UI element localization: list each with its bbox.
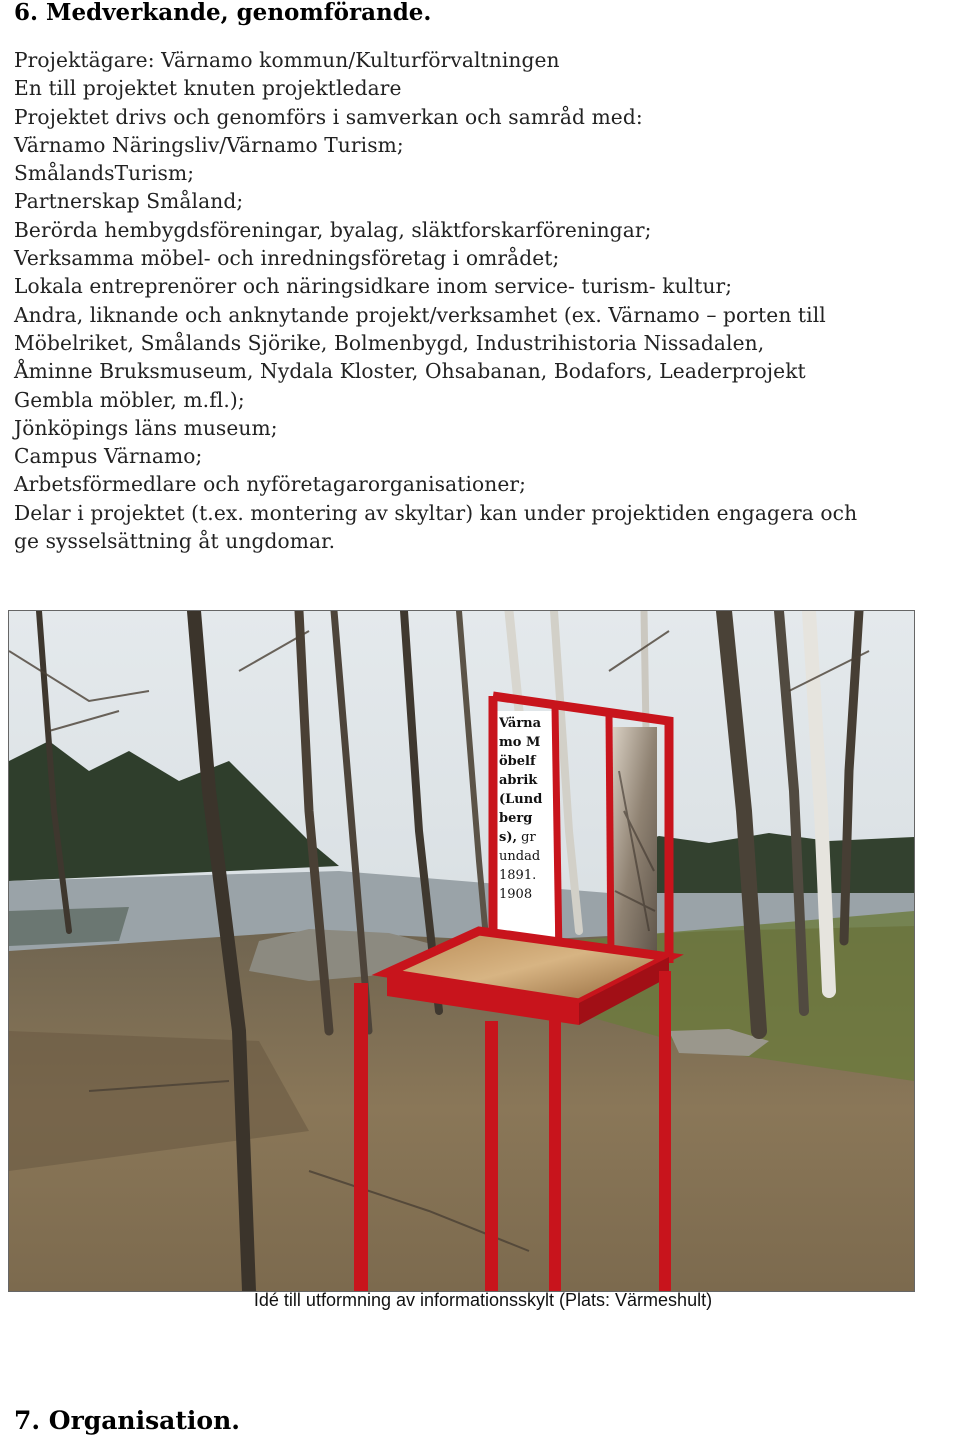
photo-illustration bbox=[9, 611, 914, 1291]
text-line: Värnamo Näringsliv/Värnamo Turism; bbox=[14, 132, 404, 157]
text-line: En till projektet knuten projektledare bbox=[14, 76, 402, 101]
text-line: Delar i projektet (t.ex. montering av skyltar) kan under projektiden engagera och bbox=[14, 500, 858, 525]
text-line: Partnerskap Småland; bbox=[14, 189, 244, 214]
figure-caption: Idé till utformning av informationsskylt (Plats: Värmeshult) bbox=[253, 1290, 713, 1310]
sign-old-photo bbox=[613, 727, 657, 957]
text-line: Campus Värnamo; bbox=[14, 444, 203, 469]
chair-leg bbox=[659, 971, 671, 1291]
text-line: Möbelriket, Smålands Sjörike, Bolmenbygd, Industrihistoria Nissadalen, bbox=[14, 330, 765, 355]
text-line: Arbetsförmedlare och nyföretagarorganisationer; bbox=[14, 472, 527, 497]
text-line: Projektägare: Värnamo kommun/Kulturförvaltningen bbox=[14, 48, 560, 72]
section-6-heading: 6. Medverkande, genomförande. bbox=[14, 0, 432, 26]
forest-lake-photo bbox=[8, 610, 915, 1292]
text-line: Åminne Bruksmuseum, Nydala Kloster, Ohsabanan, Bodafors, Leaderprojekt bbox=[14, 359, 806, 384]
chair-leg bbox=[549, 1019, 561, 1291]
text-line: SmålandsTurism; bbox=[14, 161, 195, 186]
chair-leg bbox=[485, 1021, 498, 1291]
text-line: Gembla möbler, m.fl.); bbox=[14, 387, 245, 412]
section-7-heading: 7. Organisation. bbox=[14, 1406, 240, 1435]
sign-body: grundad 1891. 1908 bbox=[499, 830, 541, 902]
sign-title: Värnamo Möbelfabrik (Lundbergs), bbox=[499, 716, 543, 845]
sign-panel-text bbox=[499, 714, 543, 934]
text-line: Lokala entreprenörer och näringsidkare inom service- turism- kultur; bbox=[14, 274, 733, 299]
text-line: Jönköpings läns museum; bbox=[14, 415, 278, 440]
text-line: ge sysselsättning åt ungdomar. bbox=[14, 529, 336, 554]
text-line: Andra, liknande och anknytande projekt/verksamhet (ex. Värnamo – porten till bbox=[14, 302, 826, 327]
text-line: Projektet drivs och genomförs i samverkan och samråd med: bbox=[14, 104, 643, 129]
chair-leg bbox=[354, 983, 368, 1291]
text-line: Berörda hembygdsföreningar, byalag, släktforskarföreningar; bbox=[14, 217, 652, 242]
text-line: Verksamma möbel- och inredningsföretag i området; bbox=[14, 246, 560, 271]
participants-text bbox=[14, 46, 960, 555]
